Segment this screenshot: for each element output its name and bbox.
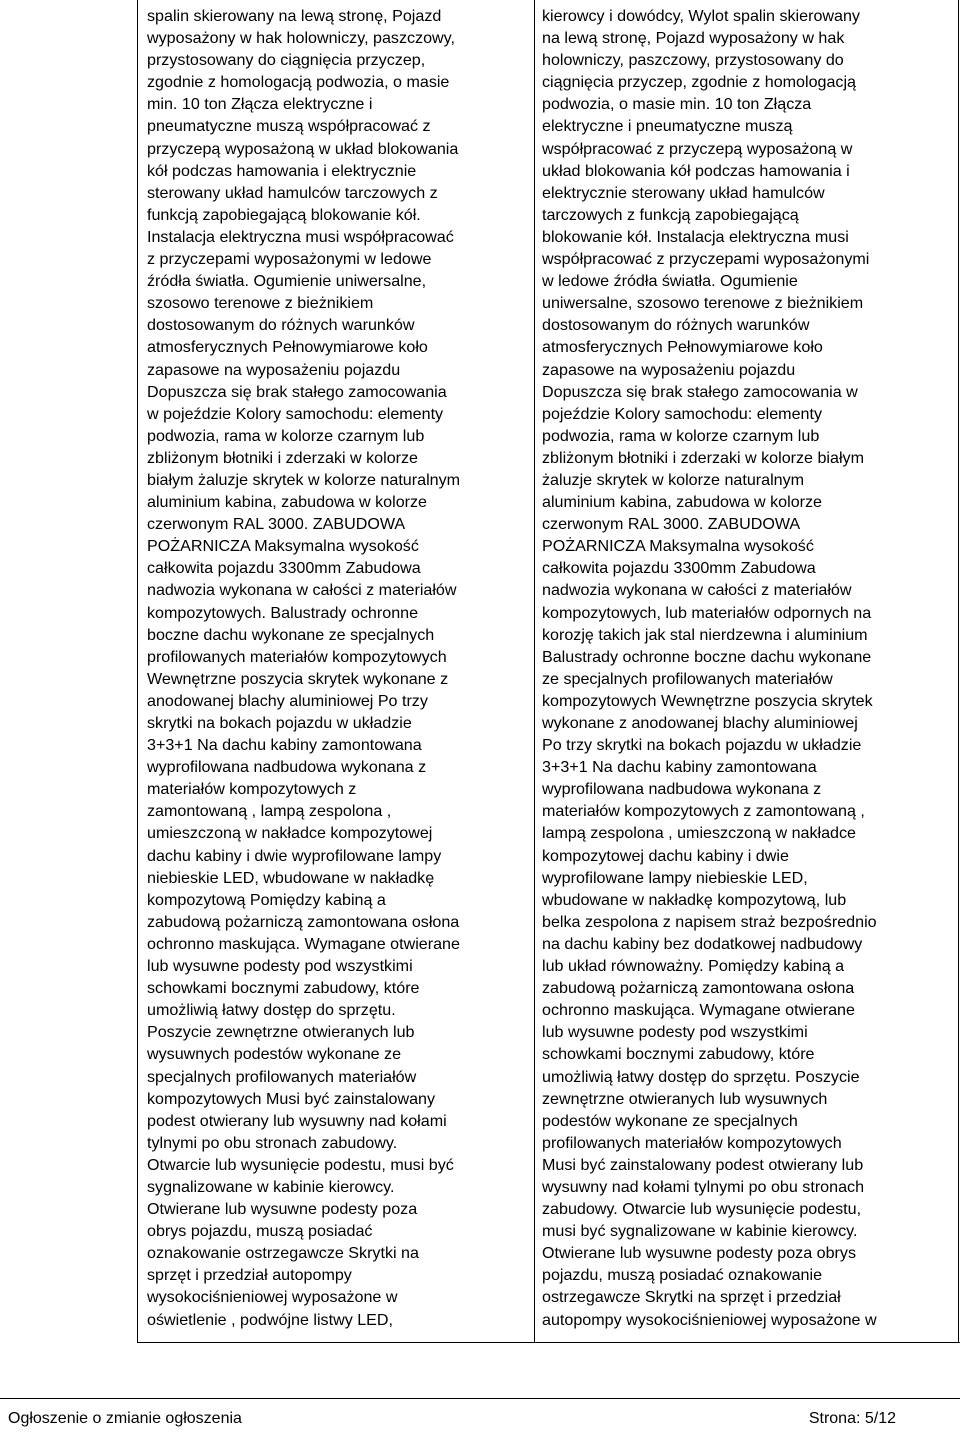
comparison-table (137, 0, 960, 1343)
text-line: umożliwią łatwy dostęp do sprzętu. Poszycie (542, 1067, 860, 1086)
text-line: kompozytowych Musi być zainstalowany (147, 1089, 436, 1108)
text-line: sprzęt i przedział autopompy (147, 1266, 352, 1285)
text-line: schowkami bocznymi zabudowy, które (147, 979, 420, 998)
text-line: podest otwierany lub wysuwny nad kołami (147, 1111, 447, 1130)
text-line: zamontowaną , lampą zespolona , (147, 802, 392, 821)
text-line: układ blokowania kół podczas hamowania i (542, 161, 850, 180)
text-line: całkowita pojazdu 3300mm Zabudowa (542, 559, 816, 578)
text-line: profilowanych materiałów kompozytowych (147, 647, 447, 666)
text-line: POŻARNICZA Maksymalna wysokość (147, 537, 419, 556)
text-line: żaluzje skrytek w kolorze naturalnym (542, 470, 805, 489)
text-line: szosowo terenowe z bieżnikiem (147, 294, 374, 313)
text-line: przystosowany do ciągnięcia przyczep, (147, 51, 426, 70)
text-line: białym żaluzje skrytek w kolorze naturalnym (147, 470, 461, 489)
text-line: ochronno maskująca. Wymagane otwierane (542, 1001, 855, 1020)
text-line: sterowany układ hamulców tarczowych z (147, 183, 438, 202)
text-line: kompozytowych. Balustrady ochronne (147, 603, 419, 622)
text-line: czerwonym RAL 3000. ZABUDOWA (147, 515, 406, 534)
text-line: w pojeździe Kolory samochodu: elementy (147, 404, 444, 423)
text-line: źródła światła. Ogumienie uniwersalne, (147, 272, 427, 291)
text-line: Dopuszcza się brak stałego zamocowania w (542, 382, 858, 401)
page-number: Strona: 5/12 (808, 1410, 896, 1427)
text-line: nadwozia wykonana w całości z materiałów (542, 581, 852, 600)
text-line: POŻARNICZA Maksymalna wysokość (542, 537, 814, 556)
text-line: obrys pojazdu, muszą posiadać (147, 1222, 373, 1241)
text-line: atmosferycznych Pełnowymiarowe koło (147, 338, 428, 357)
text-line: tylnymi po obu stronach zabudowy. (147, 1133, 398, 1152)
text-line: oznakowanie ostrzegawcze Skrytki na (147, 1244, 419, 1263)
text-line: aluminium kabina, zabudowa w kolorze (147, 493, 427, 512)
text-line: kompozytowych Wewnętrzne poszycia skrytek (542, 691, 873, 710)
footer-title: Ogłoszenie o zmianie ogłoszenia (8, 1410, 242, 1427)
text-line: wyprofilowane lampy niebieskie LED, (542, 868, 808, 887)
text-line: czerwonym RAL 3000. ZABUDOWA (542, 515, 801, 534)
text-line: lub wysuwne podesty pod wszystkimi (147, 957, 413, 976)
text-line: zabudową pożarniczą zamontowana osłona (542, 979, 855, 998)
text-line: kół podczas hamowania i elektrycznie (147, 161, 417, 180)
text-line: boczne dachu wykonane ze specjalnych (147, 625, 435, 644)
text-line: tarczowych z funkcją zapobiegającą (542, 205, 799, 224)
text-line: oświetlenie , podwójne listwy LED, (147, 1310, 393, 1329)
text-line: autopompy wysokociśnieniowej wyposażone w (542, 1310, 877, 1329)
text-line: ostrzegawcze Skrytki na sprzęt i przedział (542, 1288, 841, 1307)
text-line: Balustrady ochronne boczne dachu wykonane (542, 647, 872, 666)
text-line: umieszczoną w nakładce kompozytowej (147, 824, 433, 843)
text-line: materiałów kompozytowych z (147, 780, 357, 799)
text-line: funkcją zapobiegającą blokowanie kół. (147, 205, 421, 224)
text-line: Musi być zainstalowany podest otwierany lub (542, 1155, 864, 1174)
text-line: elektryczne i pneumatyczne muszą (542, 117, 793, 136)
text-line: 3+3+1 Na dachu kabiny zamontowana (147, 736, 422, 755)
text-line: lampą zespolona , umieszczoną w nakładce (542, 824, 857, 843)
text-line: min. 10 ton Złącza elektryczne i (147, 95, 373, 114)
text-line: z przyczepami wyposażonymi w ledowe (147, 250, 432, 269)
text-line: Otwarcie lub wysunięcie podestu, musi być (147, 1155, 454, 1174)
text-line: przyczepą wyposażoną w układ blokowania (147, 139, 459, 158)
text-line: wyprofilowana nadbudowa wykonana z (147, 758, 427, 777)
text-line: wysokociśnieniowej wyposażone w (147, 1288, 398, 1307)
text-line: skrytki na bokach pojazdu w układzie (147, 714, 412, 732)
text-line: kompozytowych, lub materiałów odpornych na (542, 603, 872, 622)
text-line: Otwierane lub wysuwne podesty poza obrys (542, 1244, 856, 1263)
text-line: uniwersalne, szosowo terenowe z bieżnikiem (542, 294, 864, 313)
text-line: w ledowe źródła światła. Ogumienie (542, 272, 798, 291)
text-line: zewnętrzne otwieranych lub wysuwnych (542, 1089, 828, 1108)
text-line: dostosowanym do różnych warunków (147, 316, 415, 335)
text-line: kierowcy i dowódcy, Wylot spalin skierowany (542, 7, 860, 25)
text-line: dachu kabiny i dwie wyprofilowane lampy (147, 846, 442, 865)
text-line: spalin skierowany na lewą stronę, Pojazd (147, 7, 442, 25)
text-line: nadwozia wykonana w całości z materiałów (147, 581, 457, 600)
text-line: Po trzy skrytki na bokach pojazdu w układzie (542, 736, 862, 755)
text-line: holowniczy, paszczowy, przystosowany do (542, 51, 844, 70)
text-line: wysuwny nad kołami tylnymi po obu stronach (542, 1177, 865, 1196)
text-line: zapasowe na wyposażeniu pojazdu (147, 360, 401, 379)
text-line: na dachu kabiny bez dodatkowej nadbudowy (542, 934, 863, 953)
text-line: ze specjalnych profilowanych materiałów (542, 669, 833, 688)
text-line: Instalacja elektryczna musi współpracować (147, 227, 454, 246)
text-line: pojazdu, muszą posiadać oznakowanie (542, 1266, 823, 1285)
text-line: podwozia, o masie min. 10 ton Złącza (542, 95, 812, 114)
text-line: ciągnięcia przyczep, zgodnie z homologacją (542, 73, 857, 92)
text-line: atmosferycznych Pełnowymiarowe koło (542, 338, 823, 357)
text-line: ochronno maskująca. Wymagane otwierane (147, 934, 460, 953)
text-line: Poszycie zewnętrzne otwieranych lub (147, 1023, 415, 1042)
text-line: zapasowe na wyposażeniu pojazdu (542, 360, 796, 379)
text-line: Otwierane lub wysuwne podesty poza (147, 1200, 418, 1219)
text-line: współpracować z przyczepami wyposażonymi (542, 250, 870, 269)
text-line: pojeździe Kolory samochodu: elementy (542, 404, 823, 423)
left-column (138, 0, 535, 1342)
text-line: zbliżonym błotniki i zderzaki w kolorze (147, 448, 419, 467)
text-line: podestów wykonane ze specjalnych (542, 1111, 798, 1130)
text-line: kompozytową Pomiędzy kabiną a (147, 890, 386, 909)
text-line: lub wysuwne podesty pod wszystkimi (542, 1023, 808, 1042)
text-line: podwozia, rama w kolorze czarnym lub (147, 426, 425, 445)
text-line: korozję takich jak stal nierdzewna i aluminium (542, 625, 868, 644)
text-line: podwozia, rama w kolorze czarnym lub (542, 426, 820, 445)
text-line: 3+3+1 Na dachu kabiny zamontowana (542, 758, 817, 777)
text-line: aluminium kabina, zabudowa w kolorze (542, 493, 822, 512)
text-line: profilowanych materiałów kompozytowych (542, 1133, 842, 1152)
text-line: schowkami bocznymi zabudowy, które (542, 1045, 815, 1064)
footer-divider (0, 1398, 960, 1399)
text-line: belka zespolona z napisem straż bezpośrednio (542, 912, 877, 931)
text-line: wyprofilowana nadbudowa wykonana z (542, 780, 822, 799)
text-line: kompozytowej dachu kabiny i dwie (542, 846, 789, 865)
text-line: zabudową pożarniczą zamontowana osłona (147, 912, 460, 931)
text-line: zabudowy. Otwarcie lub wysunięcie podestu, (542, 1200, 862, 1219)
text-line: wykonane z anodowanej blachy aluminiowej (542, 714, 858, 732)
text-line: pneumatyczne muszą współpracować z (147, 117, 431, 136)
text-line: sygnalizowane w kabinie kierowcy. (147, 1177, 395, 1196)
text-line: Wewnętrzne poszycia skrytek wykonane z (147, 669, 449, 688)
text-line: musi być sygnalizowane w kabinie kierowcy. (542, 1222, 858, 1241)
text-line: anodowanej blachy aluminiowej Po trzy (147, 691, 428, 710)
text-line: wbudowane w nakładkę kompozytową, lub (542, 890, 847, 909)
text-line: niebieskie LED, wbudowane w nakładkę (147, 868, 435, 887)
text-line: dostosowanym do różnych warunków (542, 316, 810, 335)
text-line: całkowita pojazdu 3300mm Zabudowa (147, 559, 421, 578)
text-line: współpracować z przyczepą wyposażoną w (542, 139, 853, 158)
text-line: na lewą stronę, Pojazd wyposażony w hak (542, 29, 845, 48)
text-line: specjalnych profilowanych materiałów (147, 1067, 417, 1086)
text-line: lub układ równoważny. Pomiędzy kabiną a (542, 957, 845, 976)
text-line: zbliżonym błotniki i zderzaki w kolorze białym (542, 448, 864, 467)
text-line: zgodnie z homologacją podwozia, o masie (147, 73, 450, 92)
text-line: Dopuszcza się brak stałego zamocowania (147, 382, 447, 401)
text-line: wyposażony w hak holowniczy, paszczowy, (147, 29, 455, 48)
text-line: materiałów kompozytowych z zamontowaną , (542, 802, 865, 821)
text-line: wysuwnych podestów wykonane ze (147, 1045, 402, 1064)
text-line: umożliwią łatwy dostęp do sprzętu. (147, 1001, 396, 1020)
text-line: elektrycznie sterowany układ hamulców (542, 183, 825, 202)
text-line: blokowanie kół. Instalacja elektryczna musi (542, 227, 849, 246)
right-column (535, 0, 959, 1342)
